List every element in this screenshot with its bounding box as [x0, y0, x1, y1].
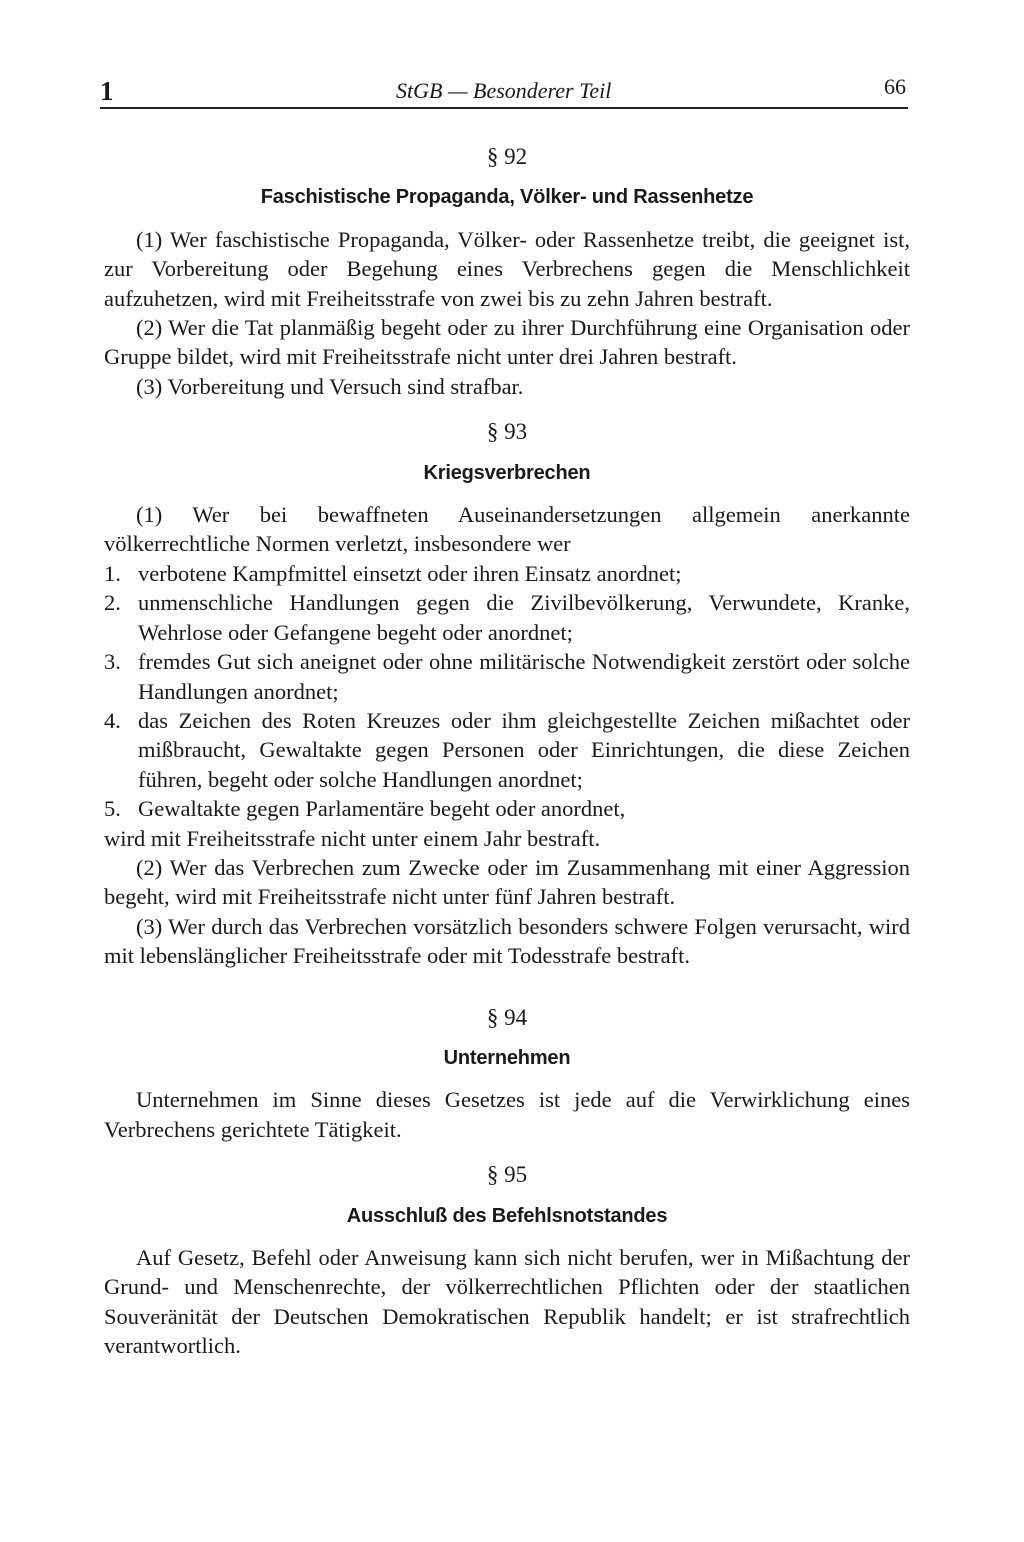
section-title-93: Kriegsverbrechen [423, 461, 591, 484]
s93-list-item: 3. fremdes Gut sich aneignet oder ohne militärische Notwendigkeit zerstört oder solche Handlungen anordnet; [104, 649, 910, 704]
section-number-95: § 95 [486, 1162, 528, 1188]
s95-paragraph-1: Auf Gesetz, Befehl oder Anweisung kann sich nicht berufen, wer in Mißachtung der Grund- und Menschenrechte, der völkerrechtlichen Pflichten oder der staatlichen Souveränität der Deutschen Demokratischen Republik handelt; er ist strafrechtlich verantwortlich. [104, 1245, 910, 1359]
s92-paragraph-2: (2) Wer die Tat planmäßig begeht oder zu ihrer Durchführung eine Organisation oder Gruppe bildet, wird mit Freiheitsstrafe nicht unter drei Jahren bestraft. [104, 315, 910, 370]
section-number-94: § 94 [486, 1004, 528, 1030]
s92-paragraph-3: (3) Vorbereitung und Versuch sind strafbar. [136, 373, 524, 399]
running-title: StGB — Besonderer Teil [396, 78, 612, 103]
s93-paragraph-1-intro: (1) Wer bei bewaffneten Auseinandersetzungen allgemein anerkannte völkerrechtliche Normen verletzt, insbesondere wer [104, 502, 910, 557]
page-number: 66 [884, 74, 906, 99]
s93-paragraph-3: (3) Wer durch das Verbrechen vorsätzlich besonders schwere Folgen verursacht, wird mit lebenslänglicher Freiheitsstrafe oder mit Todesstrafe bestraft. [104, 913, 910, 969]
section-title-94: Unternehmen [443, 1046, 571, 1069]
chapter-number: 1 [100, 76, 114, 106]
s93-list-item: 4. das Zeichen des Roten Kreuzes oder ihm gleichgestellte Zeichen mißachtet oder mißbraucht, Gewaltakte gegen Personen oder Einrichtungen, die diese Zeichen führen, begeht oder solche Handlungen anordnet; [104, 707, 910, 792]
page-header [100, 72, 908, 106]
s92-paragraph-1: (1) Wer faschistische Propaganda, Völker- oder Rassenhetze treibt, die geeignet ist, zur Vorbereitung oder Begehung eines Verbrechens gegen die Menschlichkeit aufzuhetzen, wird mit Freiheitsstrafe von zwei bis zu zehn Jahren bestraft. [104, 226, 910, 311]
header-rule [100, 107, 908, 109]
section-number-92: § 92 [486, 144, 528, 169]
s93-list-item: 5. Gewaltakte gegen Parlamentäre begeht oder anordnet, [104, 796, 626, 822]
s93-paragraph-2: (2) Wer das Verbrechen zum Zwecke oder im Zusammenhang mit einer Aggression begeht, wird mit Freiheitsstrafe nicht unter fünf Jahren bestraft. [104, 854, 910, 910]
page-body [104, 136, 910, 1361]
s93-list-item: 1. verbotene Kampfmittel einsetzt oder ihren Einsatz anordnet; [104, 560, 682, 586]
s93-closing: wird mit Freiheitsstrafe nicht unter einem Jahr bestraft. [104, 825, 601, 851]
section-title-95: Ausschluß des Befehlsnotstandes [346, 1204, 668, 1227]
s93-list-item: 2. unmenschliche Handlungen gegen die Zivilbevölkerung, Verwundete, Kranke, Wehrlose oder Gefangene begeht oder anordnet; [104, 590, 910, 645]
s94-paragraph-1: Unternehmen im Sinne dieses Gesetzes ist jede auf die Verwirklichung eines Verbrechens gerichtete Tätigkeit. [104, 1087, 910, 1142]
section-title-92: Faschistische Propaganda, Völker- und Rassenhetze [260, 186, 754, 209]
section-number-93: § 93 [486, 419, 528, 445]
